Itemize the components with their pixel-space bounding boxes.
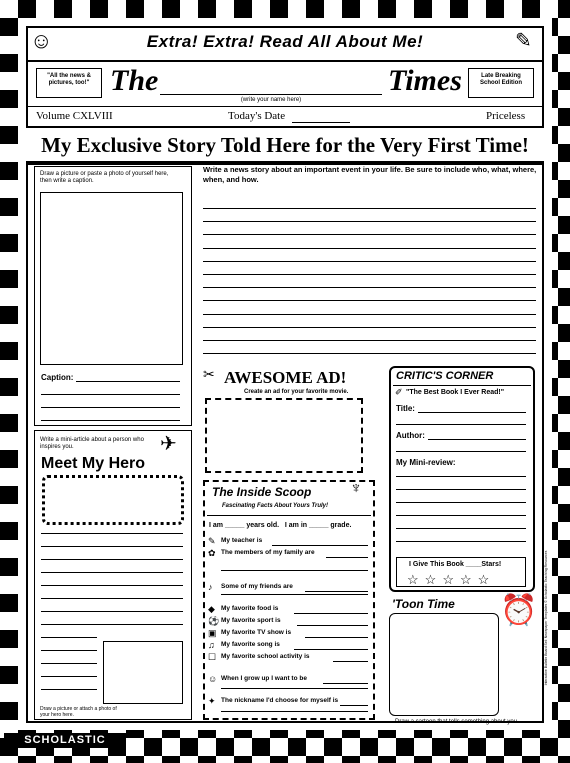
- scoop-item-label: My favorite food is: [221, 605, 279, 612]
- scoop-item-icon: ♪: [208, 582, 213, 592]
- scoop-item-label: My favorite song is: [221, 641, 280, 648]
- star-icon[interactable]: ☆: [424, 572, 437, 587]
- scoop-item-label: My teacher is: [221, 537, 263, 544]
- review-line[interactable]: [396, 541, 526, 542]
- hero-instruction: Write a mini-article about a person who inspires you.: [40, 437, 144, 450]
- scoop-item-line[interactable]: [272, 545, 368, 546]
- author-line-2[interactable]: [396, 451, 526, 452]
- volume-divider: [28, 106, 542, 107]
- scoop-item-icon: ☐: [208, 652, 217, 662]
- hero-title: Meet My Hero: [41, 455, 146, 472]
- critic-title: CRITIC'S CORNER: [396, 370, 494, 382]
- caption-line-2[interactable]: [41, 394, 180, 395]
- hero-line[interactable]: [41, 637, 97, 638]
- scoop-item-label: My favorite school activity is: [221, 653, 310, 660]
- toon-instruction: Draw a cartoon that tells something about you.: [395, 719, 519, 725]
- scoop-item-icon: ♫: [208, 640, 215, 650]
- scoop-item-line[interactable]: [221, 711, 368, 712]
- caption-label: Caption:: [41, 373, 74, 382]
- author-label: Author:: [396, 431, 425, 440]
- volume: Volume CXLVIII: [36, 110, 113, 122]
- story-line[interactable]: [203, 314, 536, 315]
- scoop-item-label: Some of my friends are: [221, 583, 293, 590]
- star-icon[interactable]: ☆: [407, 572, 419, 587]
- date-label: Today's Date: [228, 110, 286, 122]
- star-icon[interactable]: ☆: [477, 572, 490, 587]
- scoop-title: The Inside Scoop: [212, 485, 312, 499]
- scoop-item-line[interactable]: [294, 649, 368, 650]
- story-line[interactable]: [203, 340, 536, 341]
- name-line[interactable]: [160, 94, 382, 95]
- story-line[interactable]: [203, 221, 536, 222]
- scoop-subtitle: Fascinating Facts About Yours Truly!: [222, 503, 329, 509]
- banner-divider: [28, 60, 542, 62]
- story-line[interactable]: [203, 261, 536, 262]
- side-credit-wrap: [541, 520, 547, 720]
- critic-title-divider: [393, 385, 531, 386]
- photo-area[interactable]: [40, 192, 183, 365]
- story-line[interactable]: [203, 353, 536, 354]
- tagline-left: "All the news & pictures, too!": [47, 73, 91, 86]
- scoop-item-line[interactable]: [323, 683, 368, 684]
- pencil-icon: ✐: [395, 387, 403, 397]
- review-line[interactable]: [396, 515, 526, 516]
- age-line: I am _____ years old. I am in _____ grade.: [209, 522, 352, 529]
- hero-line[interactable]: [41, 598, 183, 599]
- scoop-item-label: The members of my family are: [221, 549, 315, 556]
- newspaper-cartoon-icon: ✎: [515, 30, 532, 52]
- hero-photo-instruction: Draw a picture or attach a photo of your hero here.: [40, 706, 117, 718]
- scoop-divider: [207, 515, 371, 516]
- ad-area[interactable]: [205, 398, 363, 473]
- date-line[interactable]: [292, 122, 350, 123]
- tagline-right-box: [468, 68, 534, 98]
- review-label: My Mini-review:: [396, 458, 456, 467]
- hero-line[interactable]: [41, 611, 183, 612]
- ad-title: AWESOME AD!: [224, 368, 347, 387]
- critic-subtitle: "The Best Book I Ever Read!": [406, 389, 505, 396]
- scoop-item-icon: ✎: [208, 536, 216, 546]
- scoop-item-icon: ✿: [208, 548, 216, 558]
- scoop-item-line[interactable]: [297, 625, 368, 626]
- hero-line[interactable]: [41, 572, 183, 573]
- hero-line[interactable]: [41, 676, 97, 677]
- star-row: [407, 571, 495, 589]
- headline: My Exclusive Story Told Here for the Very First Time!: [41, 133, 529, 157]
- hero-name-frame[interactable]: [42, 475, 184, 525]
- toon-title: 'Toon Time: [392, 597, 455, 611]
- scoop-item-line[interactable]: [221, 570, 368, 571]
- film-reel-icon: ✂: [203, 366, 215, 382]
- hero-line[interactable]: [41, 689, 97, 690]
- story-line[interactable]: [203, 287, 536, 288]
- scoop-item-icon: ▣: [208, 628, 217, 638]
- photo-instruction: Draw a picture or paste a photo of yourself here, then write a caption.: [40, 171, 169, 184]
- masthead-times: Times: [388, 64, 462, 97]
- side-credit: Interactive Bulletin Board Set: Newspaper Templates © Scholastic Teaching Resources: [544, 550, 548, 686]
- scoop-item-line[interactable]: [221, 688, 368, 689]
- caption-line-4[interactable]: [41, 420, 180, 421]
- star-icon[interactable]: ☆: [442, 572, 454, 587]
- caption-line-3[interactable]: [41, 407, 180, 408]
- scoop-item-icon: ☺: [208, 674, 218, 684]
- story-instruction: Write a news story about an important event in your life. Be sure to include who, what, where, when, and how.: [203, 165, 537, 184]
- story-line[interactable]: [203, 208, 536, 209]
- hero-line[interactable]: [41, 663, 97, 664]
- review-line[interactable]: [396, 528, 526, 529]
- scoop-item-label: When I grow up I want to be: [221, 675, 307, 682]
- ice-cream-icon: ♆: [350, 480, 362, 497]
- story-line[interactable]: [203, 274, 536, 275]
- scoop-item-line[interactable]: [333, 661, 368, 662]
- scoop-item-label: My favorite sport is: [221, 617, 281, 624]
- scoop-item-line[interactable]: [294, 613, 368, 614]
- review-line[interactable]: [396, 476, 526, 477]
- hero-line[interactable]: [41, 559, 183, 560]
- hero-line[interactable]: [41, 546, 183, 547]
- tagline-right: Late Breaking School Edition: [480, 73, 522, 86]
- review-line[interactable]: [396, 502, 526, 503]
- story-line[interactable]: [203, 234, 536, 235]
- banner-title: Extra! Extra! Read All About Me!: [146, 32, 424, 51]
- caption-line-1[interactable]: [76, 381, 180, 382]
- story-line[interactable]: [203, 327, 536, 328]
- book-title-label: Title:: [396, 404, 415, 413]
- star-icon[interactable]: ☆: [459, 572, 472, 587]
- scoop-item-line[interactable]: [305, 637, 368, 638]
- scoop-item-icon: ✦: [208, 696, 216, 706]
- review-line[interactable]: [396, 489, 526, 490]
- book-title-line-2[interactable]: [396, 424, 526, 425]
- hero-photo-area[interactable]: [103, 641, 183, 704]
- clock-icon: ⏰: [500, 594, 538, 627]
- ad-subtitle: Create an ad for your favorite movie.: [244, 389, 349, 395]
- story-line[interactable]: [203, 248, 536, 249]
- superhero-cartoon-icon: ✈: [160, 433, 177, 455]
- scoop-item-line[interactable]: [326, 557, 368, 558]
- scoop-item-icon: ⚽: [208, 616, 220, 626]
- hero-line[interactable]: [41, 533, 183, 534]
- hero-line[interactable]: [41, 624, 183, 625]
- story-line[interactable]: [203, 300, 536, 301]
- scoop-item-label: My favorite TV show is: [221, 629, 292, 636]
- scoop-item-line[interactable]: [340, 705, 368, 706]
- hero-line[interactable]: [41, 650, 97, 651]
- scoop-item-line[interactable]: [305, 591, 368, 592]
- scoop-panel: [203, 480, 375, 720]
- author-line-1[interactable]: [428, 439, 526, 440]
- tagline-left-box: [36, 68, 102, 98]
- name-hint: (write your name here): [240, 97, 302, 103]
- price: Priceless: [486, 110, 526, 122]
- toon-area[interactable]: [389, 613, 499, 716]
- scoop-item-label: The nickname I'd choose for myself is: [221, 697, 339, 704]
- scoop-item-line[interactable]: [221, 594, 368, 595]
- hero-line[interactable]: [41, 585, 183, 586]
- scoop-item-icon: ◆: [208, 604, 215, 614]
- masthead-the: The: [110, 64, 159, 97]
- scholastic-logo: SCHOLASTIC: [4, 733, 126, 748]
- stars-text: I Give This Book ____Stars!: [409, 561, 502, 568]
- star-rating-box: [396, 557, 526, 587]
- book-title-line-1[interactable]: [418, 412, 526, 413]
- reporter-cartoon-icon: ☺: [30, 28, 53, 53]
